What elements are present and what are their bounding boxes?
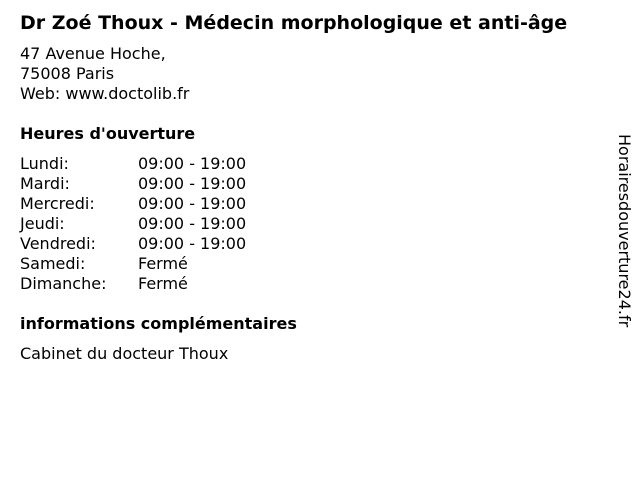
address-block <box>20 44 189 104</box>
address-web[interactable]: Web: www.doctolib.fr <box>20 84 190 103</box>
day-label: Mercredi: <box>20 194 95 213</box>
day-time: 09:00 - 19:00 <box>138 154 247 173</box>
hours-row-friday <box>20 234 246 254</box>
day-time: 09:00 - 19:00 <box>138 194 247 213</box>
hours-heading: Heures d'ouverture <box>20 124 196 143</box>
day-time: Fermé <box>138 254 188 273</box>
site-watermark: Horairesdouverture24.fr <box>615 134 634 328</box>
hours-row-sunday <box>20 274 246 294</box>
day-time: 09:00 - 19:00 <box>138 214 247 233</box>
day-label: Mardi: <box>20 174 70 193</box>
day-label: Lundi: <box>20 154 69 173</box>
page-title: Dr Zoé Thoux - Médecin morphologique et anti-âge <box>20 12 568 34</box>
info-heading: informations complémentaires <box>20 314 297 333</box>
day-label: Vendredi: <box>20 234 96 253</box>
address-street: 47 Avenue Hoche, <box>20 44 166 63</box>
info-text: Cabinet du docteur Thoux <box>20 344 229 363</box>
hours-row-saturday <box>20 254 246 274</box>
hours-row-monday <box>20 154 246 174</box>
day-label: Jeudi: <box>20 214 65 233</box>
day-label: Samedi: <box>20 254 86 273</box>
hours-row-tuesday <box>20 174 246 194</box>
day-label: Dimanche: <box>20 274 107 293</box>
hours-row-thursday <box>20 214 246 234</box>
hours-table <box>20 154 246 294</box>
day-time: 09:00 - 19:00 <box>138 174 247 193</box>
day-time: 09:00 - 19:00 <box>138 234 247 253</box>
hours-row-wednesday <box>20 194 246 214</box>
day-time: Fermé <box>138 274 188 293</box>
address-city: 75008 Paris <box>20 64 115 83</box>
